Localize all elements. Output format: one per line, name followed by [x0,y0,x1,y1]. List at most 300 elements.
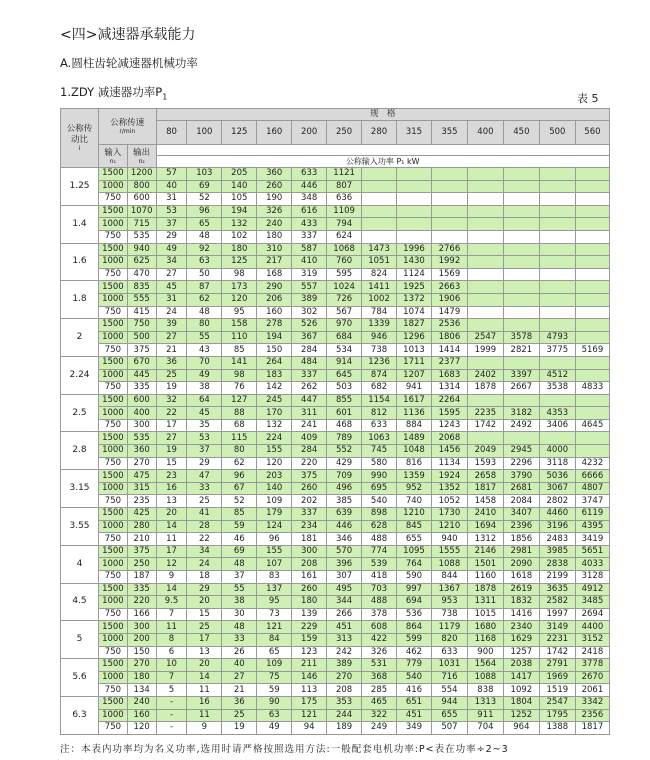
input-speed-cell: 1500 [99,243,128,256]
power-cell: 103 [187,168,222,181]
power-cell: 98 [222,369,257,382]
power-cell: 284 [292,344,327,357]
output-speed-cell: 280 [127,520,156,533]
power-cell: 1236 [362,356,397,369]
output-speed-cell: 375 [127,344,156,357]
power-cell [467,193,503,206]
power-cell: 1136 [397,407,432,420]
power-cell: 160 [257,306,292,319]
power-cell: 997 [397,583,432,596]
power-cell: 898 [362,508,397,521]
input-speed-cell: 1500 [99,281,128,294]
power-cell: 11 [187,709,222,722]
input-speed-cell: 1000 [99,671,128,684]
power-cell: 53 [156,205,187,218]
output-speed-cell: 187 [127,571,156,584]
ratio-cell: 2.24 [61,356,99,394]
power-cell: 290 [257,281,292,294]
power-cell: 738 [431,608,467,621]
power-cell: 96 [187,205,222,218]
power-cell: 536 [397,608,432,621]
power-cell: 63 [187,256,222,269]
table-row [61,621,610,634]
power-cell: 6119 [575,508,609,521]
table-row [61,445,610,458]
power-cell: 35 [187,419,222,432]
power-cell: 1489 [397,432,432,445]
power-cell: 27 [222,671,257,684]
power-cell: 3342 [575,696,609,709]
table-row [61,684,610,697]
output-speed-cell: 166 [127,608,156,621]
table-row [61,180,610,193]
power-cell: 1074 [397,306,432,319]
power-cell: 484 [292,356,327,369]
power-cell [431,218,467,231]
table-row [61,722,610,735]
output-speed-cell: 210 [127,533,156,546]
power-cell: 95 [222,306,257,319]
power-cell: 953 [431,596,467,609]
power-cell: 22 [187,533,222,546]
power-cell: 3406 [539,419,575,432]
power-cell: 1134 [431,457,467,470]
input-speed-cell: 1000 [99,256,128,269]
power-cell: 260 [292,583,327,596]
power-cell: 3635 [539,583,575,596]
section-title: A.圆柱齿轮减速器机械功率 [60,56,198,70]
power-cell: 70 [187,356,222,369]
power-cell: 794 [327,218,362,231]
power-cell: 4793 [539,331,575,344]
power-cell: 183 [257,369,292,382]
power-cell: 30 [222,608,257,621]
power-cell: 313 [327,633,362,646]
power-cell: 2396 [503,520,539,533]
power-cell: 2068 [431,432,467,445]
power-cell: 17 [156,419,187,432]
output-speed-cell: 375 [127,545,156,558]
input-speed-cell: 1000 [99,331,128,344]
power-cell: 4000 [539,445,575,458]
power-cell: 3407 [503,508,539,521]
ratio-header: 公称传动比 i [61,109,99,168]
power-cell: 964 [503,722,539,735]
power-cell: 159 [292,633,327,646]
power-cell: 4912 [575,583,609,596]
power-cell: 2838 [539,558,575,571]
table-row [61,419,610,432]
power-cell: 534 [327,344,362,357]
power-cell: 2410 [467,508,503,521]
power-cell: 26 [222,646,257,659]
power-cell: 346 [327,533,362,546]
power-cell: 40 [156,180,187,193]
input-speed-cell: 750 [99,684,128,697]
power-cell: 63 [257,709,292,722]
power-cell [397,205,432,218]
power-cell [431,205,467,218]
power-cell: 25 [187,495,222,508]
power-cell: 624 [327,230,362,243]
power-cell: 2483 [539,533,575,546]
input-speed-cell: 1500 [99,394,128,407]
power-cell: 90 [257,696,292,709]
power-cell: 1832 [503,596,539,609]
power-cell: 92 [187,243,222,256]
power-cell: 13 [187,646,222,659]
power-cell: 25 [222,709,257,722]
power-cell [575,432,609,445]
power-cell: 217 [257,256,292,269]
input-speed-cell: 750 [99,533,128,546]
table-row [61,382,610,395]
power-cell: 4460 [539,508,575,521]
power-cell: 14 [187,671,222,684]
power-cell [539,193,575,206]
table-row [61,168,610,181]
power-cell: 1210 [431,520,467,533]
power-cell: 132 [222,218,257,231]
power-cell: 168 [257,268,292,281]
power-cell: 1051 [362,256,397,269]
power-cell: 3152 [575,633,609,646]
power-cell [539,432,575,445]
power-cell: 2146 [467,545,503,558]
power-cell: 170 [257,407,292,420]
power-cell: 812 [362,407,397,420]
power-cell: 52 [222,495,257,508]
power-cell: 180 [257,230,292,243]
power-cell [431,180,467,193]
power-cell: 9.5 [156,596,187,609]
power-cell: 1372 [397,293,432,306]
power-cell: 378 [362,608,397,621]
output-speed-cell: 235 [127,495,156,508]
power-cell: 155 [257,545,292,558]
table-row [61,306,610,319]
power-cell: 1109 [327,205,362,218]
power-cell: 628 [362,520,397,533]
power-cell: 1031 [431,659,467,672]
power-cell: 1154 [362,394,397,407]
power-cell: 1906 [431,293,467,306]
power-cell: 65 [187,218,222,231]
power-cell: 884 [397,419,432,432]
input-speed-cell: 750 [99,268,128,281]
power-cell: 633 [362,419,397,432]
power-cell: 14 [156,520,187,533]
output-speed-cell: 160 [127,709,156,722]
power-cell: 62 [222,457,257,470]
power-cell [503,205,539,218]
power-cell: 2492 [503,419,539,432]
power-cell: 608 [362,621,397,634]
power-cell [575,445,609,458]
power-cell: 1243 [431,419,467,432]
power-cell [503,306,539,319]
power-cell: 552 [327,445,362,458]
power-cell [467,356,503,369]
power-cell: 266 [327,608,362,621]
power-cell: 1969 [539,671,575,684]
power-cell: 554 [431,684,467,697]
power-cell: 13 [156,495,187,508]
power-cell: 85 [222,508,257,521]
power-cell: 2663 [431,281,467,294]
power-cell: 639 [327,508,362,521]
ratio-cell: 1.25 [61,168,99,206]
power-cell: 85 [222,344,257,357]
power-cell: 150 [257,344,292,357]
power-cell: 2356 [575,709,609,722]
table-row [61,470,610,483]
power-cell: 789 [327,432,362,445]
power-cell: 764 [397,558,432,571]
power-cell: 348 [292,193,327,206]
power-cell: 240 [257,218,292,231]
power-cell: 37 [222,571,257,584]
power-cell: 1359 [397,470,432,483]
power-cell: 1618 [503,571,539,584]
power-cell: 205 [222,168,257,181]
power-cell: 5169 [575,344,609,357]
power-cell: 2231 [539,633,575,646]
power-cell: 68 [222,419,257,432]
spec-header: 规 格 [156,109,609,121]
power-cell: 1680 [467,621,503,634]
power-cell: 540 [362,495,397,508]
power-cell: 105 [222,193,257,206]
table-row [61,671,610,684]
power-cell [539,268,575,281]
power-cell: 211 [292,659,327,672]
power-cell [397,218,432,231]
power-cell: 208 [327,684,362,697]
table-row [61,356,610,369]
power-cell: 2821 [503,344,539,357]
power-cell: 98 [222,268,257,281]
size-header-cell: 80 [156,121,187,145]
power-cell: 96 [222,470,257,483]
power-cell: 599 [397,633,432,646]
power-cell: 580 [362,457,397,470]
power-cell: 1179 [431,621,467,634]
output-speed-cell: 220 [127,596,156,609]
table-row [61,457,610,470]
power-cell: 496 [327,482,362,495]
power-cell: 23 [156,470,187,483]
power-cell: 179 [257,508,292,521]
power-cell: 446 [292,180,327,193]
power-cell: 1878 [467,583,503,596]
power-cell: 952 [397,482,432,495]
power-cell: 4833 [575,382,609,395]
power-cell: 1052 [431,495,467,508]
power-cell: 349 [397,722,432,735]
power-cell: 990 [362,470,397,483]
power-cell: 495 [327,583,362,596]
power-cell [575,319,609,332]
ratio-cell: 6.3 [61,696,99,734]
power-cell: 2802 [539,495,575,508]
power-cell: 816 [397,457,432,470]
input-speed-cell: 1000 [99,558,128,571]
power-cell: 2340 [503,621,539,634]
power-cell: 124 [257,520,292,533]
power-cell: 353 [327,696,362,709]
power-cell: 4232 [575,457,609,470]
power-cell [362,193,397,206]
power-cell: 161 [292,571,327,584]
input-speed-cell: 1500 [99,545,128,558]
power-cell: 3538 [539,382,575,395]
power-cell: 38 [222,596,257,609]
size-header-cell: 400 [467,121,503,145]
power-cell: 1168 [467,633,503,646]
power-cell: 64 [187,394,222,407]
power-cell: 633 [431,646,467,659]
input-speed-cell: 1000 [99,218,128,231]
power-cell: 1629 [503,633,539,646]
power-cell: 389 [292,293,327,306]
power-cell [431,230,467,243]
power-cell: 1124 [397,268,432,281]
power-cell: 67 [222,482,257,495]
ratio-cell: 4.5 [61,583,99,621]
power-cell: 2090 [503,558,539,571]
power-cell: 84 [257,633,292,646]
power-cell: 27 [156,432,187,445]
size-header-cell: 100 [187,121,222,145]
power-cell: 1210 [397,508,432,521]
output-speed-cell: 470 [127,268,156,281]
output-speed-cell: 300 [127,419,156,432]
output-speed-cell: 750 [127,319,156,332]
power-cell: 14 [156,583,187,596]
power-cell: 824 [362,268,397,281]
power-cell [503,218,539,231]
power-cell: 125 [222,256,257,269]
power-cell: 158 [222,319,257,332]
power-cell: 1092 [503,684,539,697]
power-cell: 416 [397,684,432,697]
power-cell [467,293,503,306]
power-cell: 567 [327,306,362,319]
input-speed-cell: 1000 [99,633,128,646]
power-cell: 726 [327,293,362,306]
power-cell: 45 [187,407,222,420]
power-cell [575,193,609,206]
power-cell [431,193,467,206]
power-cell: 11 [156,621,187,634]
input-speed-cell: 1000 [99,407,128,420]
output-speed-cell: 134 [127,684,156,697]
size-header-cell: 200 [292,121,327,145]
output-speed-cell: 250 [127,558,156,571]
power-cell: 2084 [503,495,539,508]
footnote: 注：本表内功率均为名义功率,选用时请严格按照选用方法:一般配套电机功率:P<表在功率÷2~3 [60,744,509,755]
power-cell: 1416 [503,608,539,621]
power-cell [467,319,503,332]
power-cell: 21 [222,684,257,697]
power-cell: 49 [187,369,222,382]
power-cell: 4807 [575,482,609,495]
power-cell: 2038 [503,659,539,672]
table-row [61,394,610,407]
power-cell: 655 [397,533,432,546]
power-cell: 2981 [503,545,539,558]
power-cell: 48 [187,230,222,243]
output-speed-cell: 150 [127,646,156,659]
power-cell: 32 [156,394,187,407]
output-speed-cell: 940 [127,243,156,256]
input-speed-cell: 750 [99,571,128,584]
size-header-cell: 160 [257,121,292,145]
size-header-cell: 250 [327,121,362,145]
power-cell: 47 [187,470,222,483]
power-cell [503,243,539,256]
power-cell: 1996 [397,243,432,256]
power-cell: 1593 [467,457,503,470]
table-row [61,319,610,332]
power-cell: 41 [187,508,222,521]
power-cell: 16 [187,696,222,709]
power-cell: 127 [222,394,257,407]
input-speed-cell: 1000 [99,482,128,495]
output-speed-cell: 835 [127,281,156,294]
power-cell: 62 [187,293,222,306]
power-cell: 173 [222,281,257,294]
power-cell [575,394,609,407]
power-cell: 601 [327,407,362,420]
power-cell [539,218,575,231]
output-speed-cell: 120 [127,722,156,735]
power-cell: 11 [187,684,222,697]
power-cell [503,180,539,193]
power-cell: 39 [156,319,187,332]
power-cell: 760 [327,256,362,269]
power-cell: 1257 [503,646,539,659]
input-speed-cell: 1500 [99,508,128,521]
power-cell: 446 [327,520,362,533]
power-cell: 1730 [431,508,467,521]
power-cell: 1924 [431,470,467,483]
table-row [61,596,610,609]
power-cell [575,268,609,281]
power-cell: 694 [397,596,432,609]
power-cell: 1569 [431,268,467,281]
power-cell: 80 [222,445,257,458]
power-cell: 27 [156,331,187,344]
power-cell [575,205,609,218]
speed-header: 公称传速 r/min [99,109,157,145]
power-cell: 307 [327,571,362,584]
power-cell: 29 [156,230,187,243]
power-cell: 1414 [431,344,467,357]
power-cell [539,230,575,243]
power-cell: 2670 [575,671,609,684]
input-speed-cell: 750 [99,344,128,357]
power-cell: 75 [257,671,292,684]
power-cell: 418 [362,571,397,584]
input-speed-cell: 750 [99,193,128,206]
power-cell: 779 [397,659,432,672]
power-cell: 249 [362,722,397,735]
power-cell: 140 [222,180,257,193]
output-speed-cell: 715 [127,218,156,231]
size-header-cell: 355 [431,121,467,145]
